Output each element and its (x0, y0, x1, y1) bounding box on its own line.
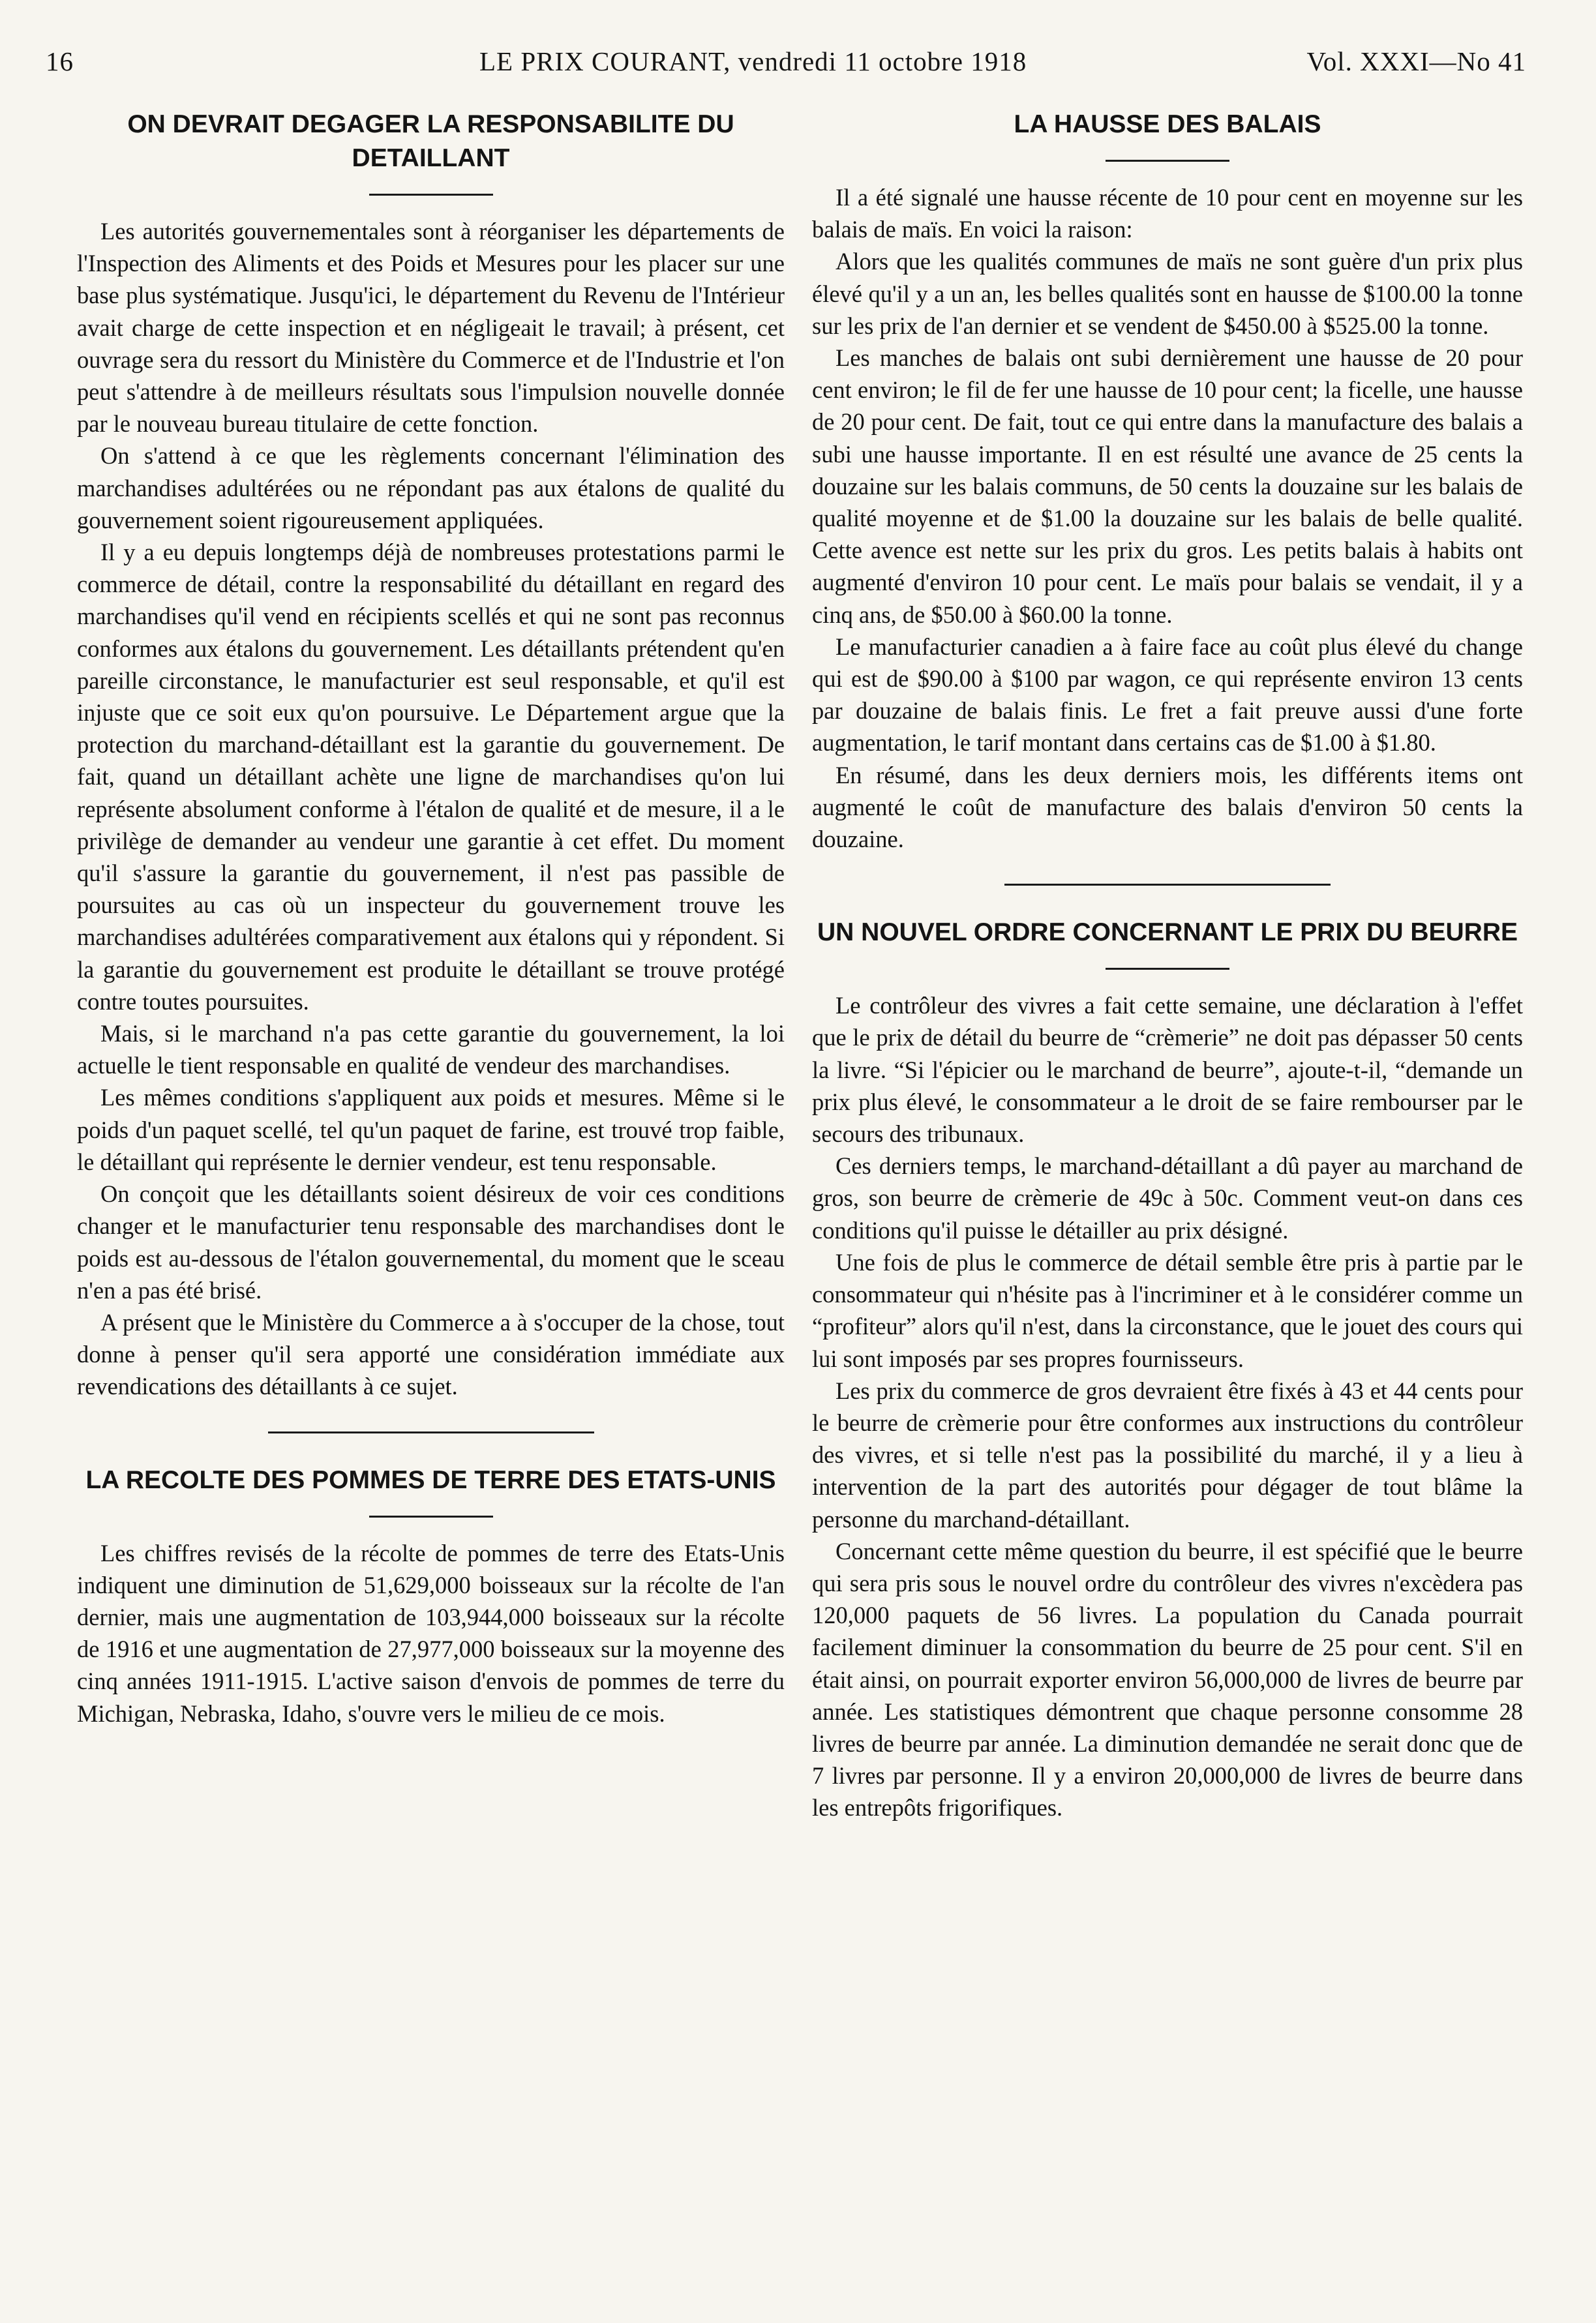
article-paragraph: Alors que les qualités communes de maïs ne sont guère d'un prix plus élevé qu'il y a un an, les belles qualités sont en hausse de $100.00 la tonne sur les prix de l'an dernier et se vendent de $450.00 à $525.00 la tonne. (812, 248, 1523, 339)
article-title: LA HAUSSE DES BALAIS (1014, 110, 1321, 138)
article-paragraph: Les prix du commerce de gros devraient être fixés à 43 et 44 cents pour le beurre de crèmerie pour être conformes aux instructions du contrôleur des vivres, et si telle n'est pas la possibilité du marché, il y a lieu à intervention de la part des autorités pour dégager de tout blâme la personne du marchand-détaillant. (812, 1377, 1523, 1533)
title-rule (369, 194, 493, 196)
article-paragraph: On conçoit que les détaillants soient désireux de voir ces conditions changer et le manufacturier tenu responsable des marchandises dont le poids est au-dessous de l'étalon gouvernemental, du moment que le sceau n'en a pas été brisé. (77, 1180, 785, 1304)
article-paragraph: Les mêmes conditions s'appliquent aux poids et mesures. Même si le poids d'un paquet scellé, tel qu'un paquet de farine, est trouvé trop faible, le détaillant qui représente le dernier vendeur, est tenu responsable. (77, 1084, 785, 1175)
title-rule (1106, 968, 1229, 970)
section-divider (268, 1431, 594, 1433)
article-responsabilite (77, 108, 785, 1403)
right-column (812, 108, 1523, 1824)
volume-number: Vol. XXXI—No 41 (1306, 46, 1526, 76)
article-beurre (812, 916, 1523, 1823)
title-rule (1106, 160, 1229, 162)
page-header (46, 46, 1526, 85)
article-paragraph: En résumé, dans les deux derniers mois, les différents items ont augmenté le coût de manufacture des balais d'environ 50 cents la douzaine. (812, 761, 1523, 853)
article-balais (812, 108, 1523, 855)
article-paragraph: Une fois de plus le commerce de détail semble être pris à partie par le consommateur qui n'hésite pas à l'incriminer et à le considérer comme un “profiteur” alors qu'il n'est, dans la circonstance, que le jouet des cours qui lui sont imposés par ses propres fournisseurs. (812, 1248, 1523, 1372)
article-title: ON DEVRAIT DEGAGER LA RESPONSABILITE DU DETAILLANT (127, 110, 734, 172)
article-paragraph: Il y a eu depuis longtemps déjà de nombreuses protestations parmi le commerce de détail, contre la responsabilité du détaillant en regard des marchandises qu'il vend en récipients scellés et qui ne sont pas reconnus conformes aux étalons du gouvernement. Les détaillants prétendent qu'en pareille circonstance, le manufacturier est seul responsable, et qu'il est injuste que ce soit eux qu'on poursuive. Le Département argue que la protection du marchand-détaillant est la garantie du gouvernement. De fait, quand un détaillant achète une ligne de marchandises qu'on lui représente absolument conforme à l'étalon de qualité et de mesure, il a le privilège de demander au vendeur une garantie à cet effet. Du moment qu'il s'assure la garantie du gouvernement, il n'est pas passible de poursuites au cas où un inspecteur du gouvernement trouve les marchandises adultérées comparativement aux étalons qui y répondent. Si la garantie du gouvernement est produite le détaillant se trouve protégé contre toutes poursuites. (77, 539, 785, 1015)
article-paragraph: Le manufacturier canadien a à faire face au coût plus élevé du change qui est de $90.00 à $100 par wagon, ce qui représente environ 13 cents par douzaine de balais finis. Le fret a fait preuve aussi d'une forte augmentation, le tarif montant dans certains cas de $1.00 à $1.80. (812, 633, 1523, 757)
article-pommes-de-terre (77, 1463, 785, 1730)
article-paragraph: Mais, si le marchand n'a pas cette garantie du gouvernement, la loi actuelle le tient responsable en qualité de vendeur des marchandises. (77, 1020, 785, 1079)
article-paragraph: Les manches de balais ont subi dernièrement une hausse de 20 pour cent environ; le fil de fer une hausse de 10 pour cent; la ficelle, une hausse de 20 pour cent. De fait, tout ce qui entre dans la manufacture des balais a subi une hausse importante. Il en est résulté une avance de 25 cents la douzaine sur les balais communs, de 50 cents la douzaine sur les balais de qualité moyenne et de $1.00 la douzaine sur les balais de belle qualité. Cette avence est nette sur les prix du gros. Les petits balais à habits ont augmenté d'environ 10 pour cent. Le maïs pour balais se vendait, il y a cinq ans, de $50.00 à $60.00 la tonne. (812, 344, 1523, 628)
section-divider (1004, 884, 1331, 886)
title-rule (369, 1516, 493, 1518)
article-title: LA RECOLTE DES POMMES DE TERRE DES ETATS-UNIS (85, 1465, 776, 1494)
article-paragraph: Le contrôleur des vivres a fait cette semaine, une déclaration à l'effet que le prix de détail du beurre de “crèmerie” ne doit pas dépasser 50 cents la livre. “Si l'épicier ou le marchand de beurre”, ajoute-t-il, “demande un prix plus élevé, le consommateur a le droit de se faire rembourser par le secours des tribunaux. (812, 992, 1523, 1148)
article-paragraph: A présent que le Ministère du Commerce a à s'occuper de la chose, tout donne à penser qu'il sera apporté une considération immédiate aux revendications des détaillants à ce sujet. (77, 1308, 785, 1400)
page-number: 16 (46, 46, 74, 76)
article-paragraph: Les chiffres revisés de la récolte de pommes de terre des Etats-Unis indiquent une diminution de 51,629,000 boisseaux sur la récolte de l'an dernier, mais une augmentation de 103,944,000 boisseaux sur la récolte de 1916 et une augmentation de 27,977,000 boisseaux sur la moyenne des cinq années 1911-1915. L'active saison d'envois de pommes de terre du Michigan, Nebraska, Idaho, s'ouvre vers le milieu de ce mois. (77, 1539, 785, 1727)
publication-line: LE PRIX COURANT, vendredi 11 octobre 1918 (479, 46, 1027, 76)
left-column (77, 108, 785, 1730)
article-paragraph: Il a été signalé une hausse récente de 10 pour cent en moyenne sur les balais de maïs. En voici la raison: (812, 184, 1523, 243)
article-title: UN NOUVEL ORDRE CONCERNANT LE PRIX DU BEURRE (817, 918, 1518, 947)
article-paragraph: Les autorités gouvernementales sont à réorganiser les départements de l'Inspection des Aliments et des Poids et Mesures pour les placer sur une base plus systématique. Jusqu'ici, le département du Revenu de l'Intérieur avait charge de cette inspection et en négligeait le travail; à présent, cet ouvrage sera du ressort du Ministère du Commerce et de l'Industrie et l'on peut s'attendre à de meilleurs résultats sous l'impulsion nouvelle donnée par le nouveau bureau titulaire de cette fonction. (77, 218, 785, 438)
article-paragraph: Concernant cette même question du beurre, il est spécifié que le beurre qui sera pris sous le nouvel ordre du contrôleur des vivres n'excèdera pas 120,000 paquets de 56 livres. La population du Canada pourrait facilement diminuer la consommation du beurre de 25 pour cent. S'il en était ainsi, on pourrait exporter environ 56,000,000 de livres de beurre par année. Les statistiques démontrent que chaque personne consomme 28 livres de beurre par année. La diminution demandée ne serait donc que de 7 livres par personne. Il y a environ 20,000,000 de livres de beurre dans les entrepôts frigorifiques. (812, 1537, 1523, 1821)
article-paragraph: On s'attend à ce que les règlements concernant l'élimination des marchandises adultérées ou ne répondant pas aux étalons de qualité du gouvernement soient rigoureusement appliquées. (77, 442, 785, 533)
article-paragraph: Ces derniers temps, le marchand-détaillant a dû payer au marchand de gros, son beurre de crèmerie de 49c à 50c. Comment veut-on dans ces conditions qu'il puisse le détailler au prix désigné. (812, 1152, 1523, 1244)
